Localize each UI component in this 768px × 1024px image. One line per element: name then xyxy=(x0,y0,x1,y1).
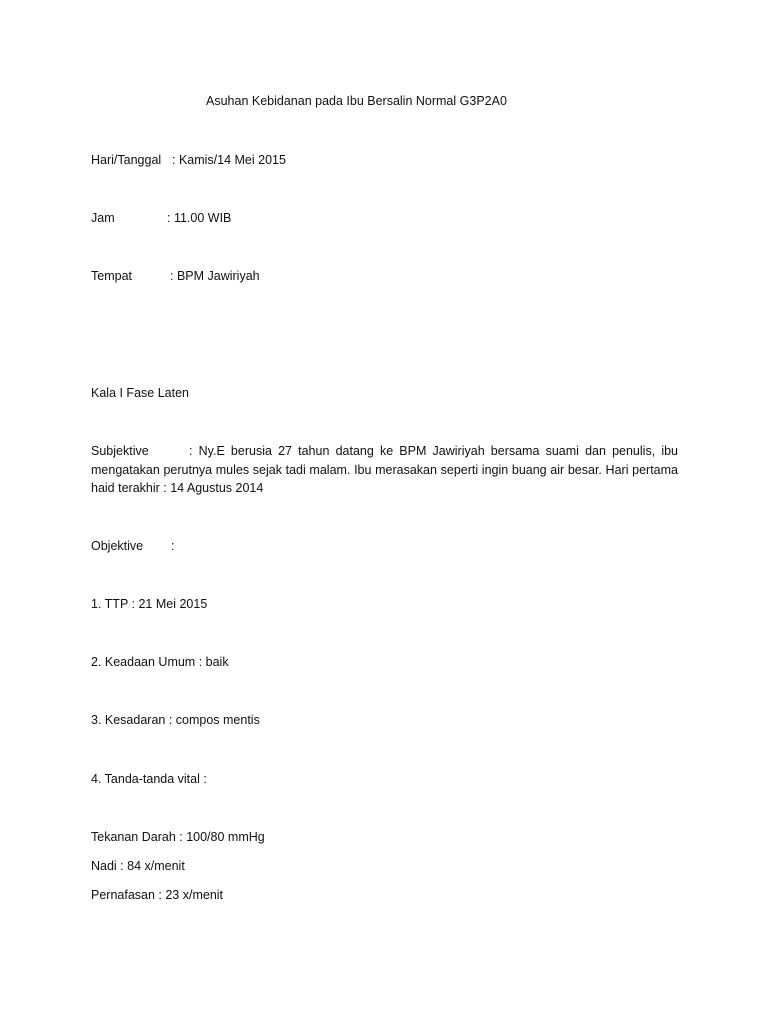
document-title: Asuhan Kebidanan pada Ibu Bersalin Normal G3P2A0 xyxy=(206,94,507,108)
field-value: : BPM Jawiriyah xyxy=(170,269,260,283)
vital-tekanan-darah: Tekanan Darah : 100/80 mmHg xyxy=(91,830,265,844)
field-value: : 11.00 WIB xyxy=(167,211,232,225)
field-tempat xyxy=(91,267,260,285)
list-item-keadaan-umum: 2. Keadaan Umum : baik xyxy=(91,655,229,669)
field-label: Tempat xyxy=(91,269,132,283)
subjektive-paragraph xyxy=(91,442,678,498)
vital-nadi: Nadi : 84 x/menit xyxy=(91,859,185,873)
subjektive-label: Subjektive xyxy=(91,444,149,458)
subjektive-line-1 xyxy=(91,442,678,461)
section-heading: Kala I Fase Laten xyxy=(91,386,189,400)
subjektive-line-2: mengatakan perutnya mules sejak tadi malam. Ibu merasakan seperti ingin buang air besar. Hari pertama xyxy=(91,462,678,477)
field-label: Hari/Tanggal xyxy=(91,153,162,167)
list-item-kesadaran: 3. Kesadaran : compos mentis xyxy=(91,713,260,727)
objektive-heading xyxy=(91,537,174,555)
vital-pernafasan: Pernafasan : 23 x/menit xyxy=(91,888,224,902)
subjektive-line-3: haid terakhir : 14 Agustus 2014 xyxy=(91,481,264,495)
field-value: : Kamis/14 Mei 2015 xyxy=(172,153,286,167)
objektive-label: Objektive xyxy=(91,539,144,553)
objektive-colon: : xyxy=(171,539,175,553)
subjektive-text-1: : Ny.E berusia 27 tahun datang ke BPM Jawiriyah bersama suami dan penulis, ibu xyxy=(189,444,678,458)
field-label: Jam xyxy=(91,211,115,225)
list-item-tanda-vital: 4. Tanda-tanda vital : xyxy=(91,772,207,786)
field-hari-tanggal xyxy=(91,151,286,169)
field-jam xyxy=(91,209,231,227)
list-item-ttp: 1. TTP : 21 Mei 2015 xyxy=(91,597,208,611)
